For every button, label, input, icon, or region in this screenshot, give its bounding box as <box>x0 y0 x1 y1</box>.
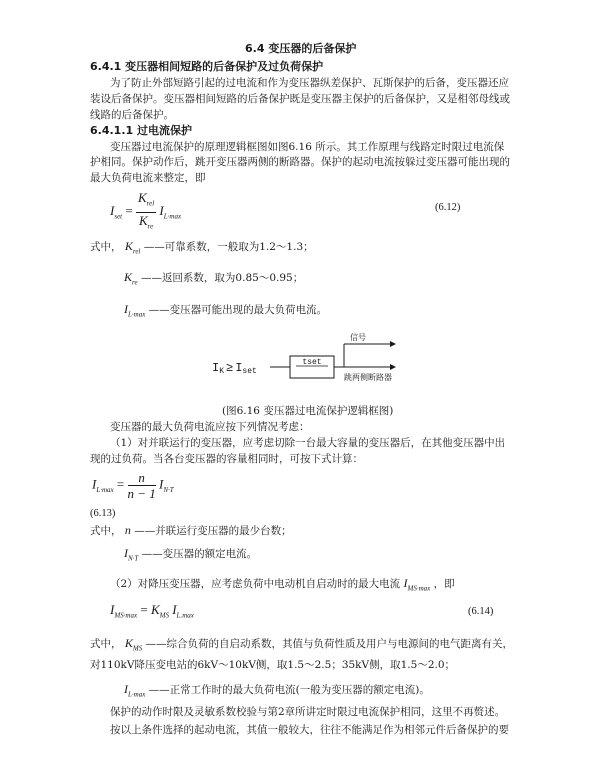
eq3-rhs: I <box>172 602 177 617</box>
eq2-rhs-sub: N·T <box>163 486 174 495</box>
eq2-lhs: I <box>92 476 97 492</box>
diagram-timer-label: tset <box>302 358 322 367</box>
where1-text-2: ——返回系数，取为0.85～0.95； <box>140 272 304 284</box>
where2-sym-2: I <box>124 546 128 560</box>
diagram-trip-arrow <box>390 364 396 370</box>
where2-text-2: ——变压器的额定电流。 <box>141 548 258 560</box>
where1-text-1: ——可靠系数，一般取为1.2～1.3； <box>143 241 314 253</box>
eq2-fraction <box>128 470 156 501</box>
eq2-den: n − 1 <box>127 486 156 501</box>
where3-line-2: 对110kV降压变电站的6kV～10kV侧，取1.5～2.5；35kV侧，取1.5～2.0； <box>90 659 456 671</box>
intro-line-3: 线路的后备保护。 <box>90 109 174 121</box>
intro-line-2: 装设后备保护。变压器相间短路的后备保护既是变压器主保护的后备保护，又是相邻母线或 <box>90 93 510 105</box>
item2-sub: MS·max <box>407 584 431 593</box>
eq3-k: K <box>150 602 160 617</box>
where3-line-3 <box>124 682 430 701</box>
diagram-condition: IK ≥ Iset <box>212 361 257 376</box>
eq1-equals: = <box>125 203 133 219</box>
where3-item-sub: L·max <box>128 690 146 699</box>
intro-line-1: 为了防止外部短路引起的过电流和作为变压器纵差保护、瓦斯保护的后备，变压器还应 <box>110 77 509 89</box>
where2-prefix: 式中， <box>90 525 122 537</box>
where2-line-1 <box>90 523 292 538</box>
diagram-signal-label: 信号 <box>350 333 366 342</box>
equation-6-12 <box>110 190 181 234</box>
where1-sym-2: K <box>124 270 133 284</box>
where3-line-1 <box>90 636 513 655</box>
where1-text-3: ——变压器可能出现的最大负荷电流。 <box>148 304 328 316</box>
subsubsection-title: 6.4.1.1 过电流保护 <box>90 124 192 137</box>
eq1-den: K <box>138 212 148 228</box>
eq1-lhs-sub: set <box>114 212 123 221</box>
eq1-num-sub: rel <box>146 199 155 208</box>
eq3-k-sub: MS <box>159 611 169 620</box>
item2-line <box>110 576 455 595</box>
eq2-equals: = <box>116 476 125 492</box>
figure-caption: (图6.16 变压器过电流保护逻辑框图) <box>222 405 394 417</box>
diagram-trip-label: 跳两侧断路器 <box>344 373 392 382</box>
where3-text: ——综合负荷的自启动系数，其值与负荷性质及用户与电源间的电气距离有关， <box>145 638 514 650</box>
where1-sub-3: L·max <box>128 310 146 319</box>
where3-sym: K <box>124 636 133 650</box>
where2-sym-1: n <box>124 523 131 537</box>
eq1-rhs: I <box>159 203 164 219</box>
para-end-line-1: 保护的动作时限及灵敏系数校验与第2章所讲定时限过电流保护相同，这里不再赘述。 <box>110 706 506 718</box>
eq1-rhs-sub: L·max <box>163 212 182 221</box>
eq2-number: (6.13) <box>90 508 116 519</box>
para2: 变压器的最大负荷电流应按下列情况考虑： <box>110 421 310 433</box>
eq2-rhs: I <box>159 476 164 492</box>
item1-line-2: 现的过负荷。当各台变压器的容量相同时，可按下式计算： <box>90 453 363 465</box>
where1-sym-3: I <box>124 302 128 316</box>
item2-sym: I <box>403 576 408 590</box>
subsection-title: 6.4.1 变压器相间短路的后备保护及过负荷保护 <box>90 60 324 73</box>
para1-line-2: 护相同。保护动作后，跳开变压器两侧的断路器。保护的起动电流按躲过变压器可能出现的 <box>90 156 510 168</box>
eq3-number: (6.14) <box>468 606 494 617</box>
para-end-line-2: 按以上条件选择的起动电流，其值一般较大，往往不能满足作为相邻元件后备保护的要 <box>110 724 509 736</box>
item2-suffix: ，即 <box>433 578 455 590</box>
eq3-lhs-sub: MS·max <box>114 611 138 620</box>
where1-sym-1: K <box>124 239 133 253</box>
where1-line-1 <box>90 239 314 258</box>
where3-sub: MS <box>132 644 143 653</box>
section-title: 6.4 变压器的后备保护 <box>245 42 357 55</box>
where2-text-1: ——并联运行变压器的最少台数； <box>134 525 292 537</box>
where3-item-sym: I <box>124 682 128 696</box>
where1-line-3 <box>124 302 327 321</box>
eq3-rhs-sub: L.max <box>176 611 194 620</box>
where2-line-2 <box>124 546 257 565</box>
where2-sub-2: N·T <box>128 554 139 563</box>
eq3-equals: = <box>140 602 148 617</box>
where1-prefix: 式中， <box>90 241 122 253</box>
para1-line-1: 变压器过电流保护的原理逻辑框图如图6.16 所示。其工作原理与线路定时限过电流保 <box>110 141 505 153</box>
para1-line-3: 最大负荷电流来整定，即 <box>90 172 206 184</box>
where3-item-text: ——正常工作时的最大负荷电流(一般为变压器的额定电流)。 <box>148 684 430 696</box>
logic-diagram <box>210 330 400 392</box>
item1-line-1: （1）对并联运行的变压器，应考虑切除一台最大容量的变压器后，在其他变压器中出 <box>110 437 506 449</box>
equation-6-13 <box>92 470 174 501</box>
where1-sub-2: re <box>132 278 138 287</box>
eq1-fraction <box>136 190 156 234</box>
where1-line-2 <box>124 270 303 289</box>
eq1-lhs: I <box>110 203 115 219</box>
where1-sub-1: rel <box>132 247 141 256</box>
eq3-lhs: I <box>110 602 115 617</box>
eq1-number: (6.12) <box>435 202 461 213</box>
equation-6-14 <box>110 602 194 620</box>
eq1-den-sub: re <box>147 222 154 231</box>
eq2-num: n <box>128 470 156 486</box>
where3-prefix: 式中， <box>90 638 122 650</box>
item2-prefix: （2）对降压变压器，应考虑负荷中电动机自启动时的最大电流 <box>110 578 401 590</box>
eq2-lhs-sub: L·max <box>96 486 114 495</box>
eq1-num: K <box>137 190 147 205</box>
diagram-signal-arrow <box>390 341 396 347</box>
